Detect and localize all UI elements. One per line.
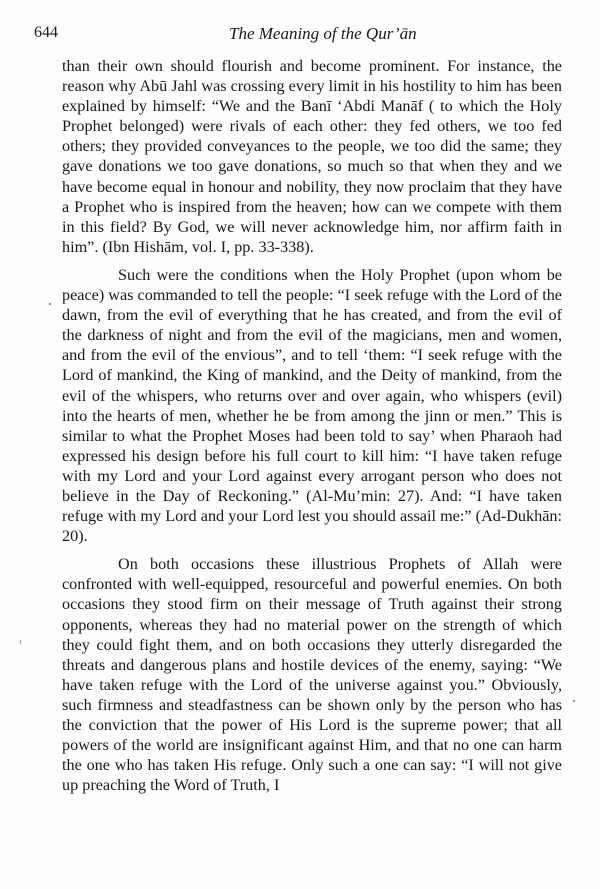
paragraph-3: On both occasions these illustrious Prophets of Allah were confronted with well-equipped, resourceful and powerful enemies. On both occasions they stood firm on their message of Truth against their strong opponents, whereas they had no material power on the strength of which they could fight them, and on both occasions they utterly disregarded the threats and dangerous plans and hostile devices of the enemy, saying: “We have taken refuge with the Lord of the universe against you.” Obviously, such firmness and steadfastness can be shown only by the person who has the conviction that the power of His Lord is the supreme power; that all powers of the world are insignificant against Him, and that no one can harm the one who has taken His refuge. Only such a one can say: “I will not give up preaching the Word of Truth, I [62,555,562,795]
scan-speck [20,640,21,644]
running-title: The Meaning of the Qur’ān [229,24,417,43]
page-header [34,24,566,46]
scan-speck [49,303,51,305]
page-number: 644 [34,24,58,41]
body-text [62,56,562,795]
scan-speck [573,700,575,702]
paragraph-1: than their own should flourish and become prominent. For instance, the reason why Abū Jahl was crossing every limit in his hostility to him has been explained by himself: “We and the Banī ‘Abdi Manāf ( to which the Holy Prophet belonged) were rivals of each other: they fed others, we too fed others; they provided conveyances to the people, we too did the same; they gave donations we too gave donations, so much so that when they and we have become equal in honour and nobility, they now proclaim that they have a Prophet who is inspired from the heaven; how can we compete with them in this field? By God, we will never acknowledge him, nor affirm faith in him”. (Ibn Hishām, vol. I, pp. 33-338). [62,57,562,256]
paragraph-2: Such were the conditions when the Holy Prophet (upon whom be peace) was commanded to tell the people: “I seek refuge with the Lord of the dawn, from the evil of everything that he has created, and from the evil of the darkness of night and from the evil of the magicians, men and women, and from the evil of the envious”, and to tell ‘them: “I seek refuge with the Lord of mankind, the King of mankind, and the Deity of mankind, from the evil of the whispers, who returns over and over again, who whispers (evil) into the hearts of men, whether he be from among the jinn or men.” This is similar to what the Prophet Moses had been told to say’ when Pharaoh had expressed his design before his full court to kill him: “I have taken refuge with my Lord and your Lord against every arrogant person who does not believe in the Day of Reckoning.” (Al-Mu’min: 27). And: “I have taken refuge with my Lord and your Lord lest you should assail me:” (Ad-Dukhān: 20). [62,265,562,546]
